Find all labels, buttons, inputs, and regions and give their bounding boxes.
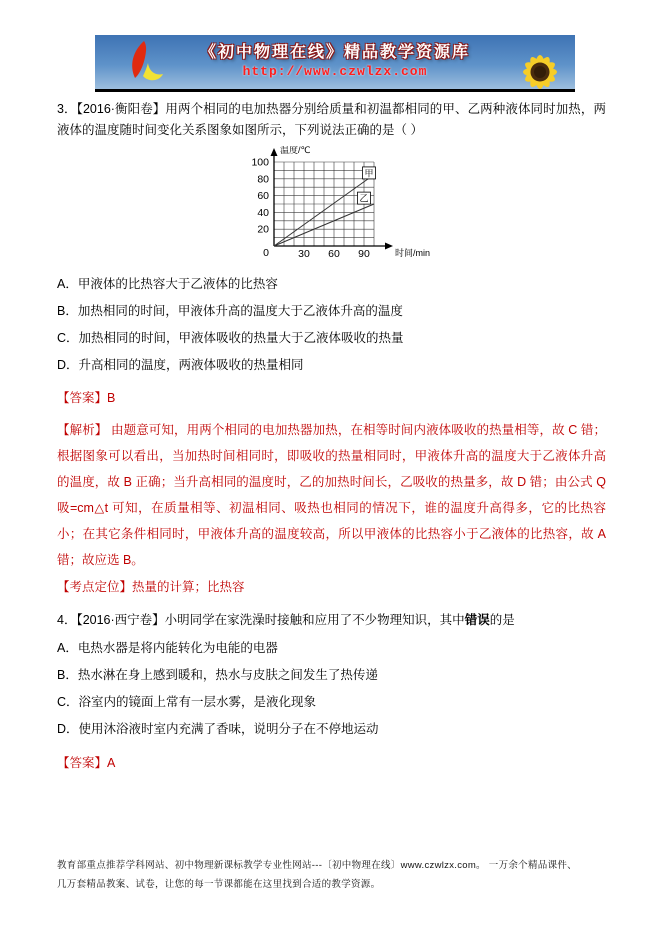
svg-text:30: 30 <box>298 248 310 260</box>
svg-text:20: 20 <box>257 223 269 236</box>
svg-text:60: 60 <box>257 190 269 203</box>
q4-stem-bold-word: 错误 <box>464 613 490 627</box>
q3-analysis <box>57 417 606 573</box>
banner-title: 《初中物理在线》精品教学资源库 <box>199 44 470 61</box>
q3-keypoint-line <box>57 575 606 599</box>
q4-stem-suffix: 的是 <box>489 613 515 627</box>
q4-option-b: B．热水淋在身上感到暖和，热水与皮肤之间发生了热传递 <box>57 668 378 682</box>
q4-stem-prefix: 4．【2016·西宁卷】小明同学在家洗澡时接触和应用了不少物理知识，其中 <box>57 613 465 627</box>
svg-text:温度/℃: 温度/℃ <box>280 146 311 155</box>
q4-option-c: C．浴室内的镜面上常有一层水雾，是液化现象 <box>57 695 317 709</box>
q4-answer-value: A <box>107 756 116 770</box>
footer-line-2: 几万套精品教案、试卷，让您的每一节课都能在这里找到合适的教学资源。 <box>57 879 381 890</box>
svg-text:90: 90 <box>358 248 370 260</box>
svg-text:时间/min: 时间/min <box>395 248 431 258</box>
sunflower-icon <box>509 45 571 92</box>
question-3 <box>57 99 606 599</box>
q4-answer-label: 【答案】 <box>57 756 108 770</box>
q3-option-d: D．升高相同的温度，两液体吸收的热量相同 <box>57 358 304 372</box>
q3-figure <box>240 146 445 267</box>
banner-text-block <box>165 39 505 79</box>
banner-url-link[interactable]: http://www.czwlzx.com <box>242 64 428 79</box>
footer-promo-text <box>57 856 619 894</box>
q3-analysis-text: 由题意可知，用两个相同的电加热器加热，在相等时间内液体吸收的热量相等，故 C 错；根据图象可以看出，当加热时间相同时，即吸收的热量相同时，甲液体升高的温度大于乙液体升高的温度，故 B 正确；当升高相同的温度时，乙的加热时间长，乙吸收的热量多，故 D 错；由公式 Q吸=cm△t 可知，在质量相等、初温相同、吸热也相同的情况下，谁的温度升高得多，它的比热容小；在其它条件相同时，甲液体升高的温度较高，所以甲液体的比热容小于乙液体的比热容，故 A 错；故应选 B。 <box>57 423 606 567</box>
svg-text:100: 100 <box>251 156 269 169</box>
site-logo-icon <box>121 39 171 90</box>
header-banner <box>95 35 575 92</box>
footer-line-1: 教育部重点推荐学科网站、初中物理新课标教学专业性网站---〔初中物理在线〕www.czwlzx.com。 一万余个精品课件、 <box>57 860 577 871</box>
document-body <box>57 99 606 773</box>
svg-text:80: 80 <box>257 173 269 186</box>
q4-stem <box>57 610 606 631</box>
q3-answer-line <box>57 388 606 408</box>
svg-text:甲: 甲 <box>364 168 374 179</box>
q3-option-b: B．加热相同的时间，甲液体升高的温度大于乙液体升高的温度 <box>57 304 403 318</box>
q3-answer-value: B <box>107 391 116 405</box>
q3-stem: 3．【2016·衡阳卷】用两个相同的电加热器分别给质量和初温都相同的甲、乙两种液体同时加热，两液体的温度随时间变化关系图象如图所示，下列说法正确的是（ ） <box>57 102 606 137</box>
q4-option-a: A．电热水器是将内能转化为电能的电器 <box>57 641 278 655</box>
svg-text:60: 60 <box>328 248 340 260</box>
q3-answer-label: 【答案】 <box>57 391 108 405</box>
svg-text:乙: 乙 <box>359 193 369 204</box>
svg-text:40: 40 <box>257 206 269 219</box>
question-4 <box>57 610 606 773</box>
q3-keypoint-label: 【考点定位】 <box>57 580 133 594</box>
q3-keypoint-text: 热量的计算；比热容 <box>132 580 245 594</box>
temperature-time-chart <box>240 146 445 264</box>
q4-answer-line <box>57 753 606 773</box>
q3-analysis-label: 【解析】 <box>57 423 108 437</box>
svg-text:0: 0 <box>263 247 269 259</box>
q3-option-c: C．加热相同的时间，甲液体吸收的热量大于乙液体吸收的热量 <box>57 331 404 345</box>
q3-option-a: A．甲液体的比热容大于乙液体的比热容 <box>57 277 278 291</box>
q4-option-d: D．使用沐浴液时室内充满了香味，说明分子在不停地运动 <box>57 722 379 736</box>
